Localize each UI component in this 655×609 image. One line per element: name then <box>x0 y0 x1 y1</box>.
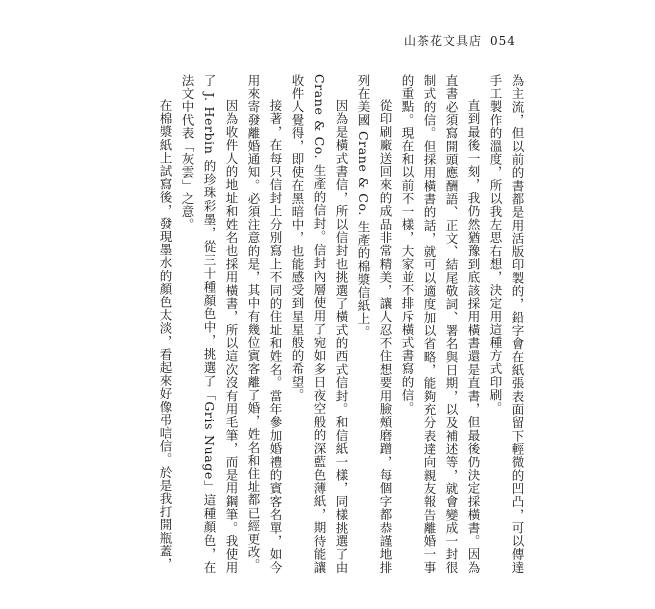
vertical-text-block <box>128 74 528 574</box>
page-number: 054 <box>490 34 516 48</box>
paragraph-3: 從印刷廠送回來的成品非常精美，讓人忍不住想要用臉頰磨蹭，每個字都恭謹地排列在美國 Crane & Co. 生產的棉漿信紙上。 <box>356 74 393 574</box>
paragraph-1: 為主流，但以前的書都是用活版印製的，鉛字會在紙張表面留下輕微的凹凸，可以傳達手工製作的溫度，所以我左思右想，決定用這種方式印刷。 <box>488 74 525 574</box>
paragraph-5: 接著，在每只信封上分別寫上不同的住址和姓名。當年參加婚禮的賓客名單，如今用來寄發離婚通知。必須注意的是，其中有幾位賓客離了婚，姓名和住址都已經更改。 <box>246 74 283 574</box>
paragraph-6: 因為收件人的地址和姓名也採用橫書，所以這次沒有用毛筆，而是用鋼筆。我使用了 J. Herbin 的珍珠彩墨，從三十種顏色中，挑選了「Gris Nuage」這種顏色，在法文中代表「灰雲」之意。 <box>180 74 239 574</box>
book-title: 山茶花文具店 <box>404 34 483 48</box>
running-header <box>404 34 528 48</box>
paragraph-2: 直到最後一刻，我仍然猶豫到底該採用橫書還是直書，但最後仍決定採橫書。因為直書必須寫開頭應酬語、正文、結尾敬詞、署名與日期，以及補述等，就會變成一封很制式的信。但採用橫書的話，就可以適度加以省略，能夠充分表達向親友報告離婚一事的重點。現在和以前不一樣，大家並不排斥橫式書寫的信。 <box>400 74 481 574</box>
paragraph-4: 因為是橫式書信，所以信封也挑選了橫式的西式信封。和信紙一樣，同樣挑選了由 Crane & Co. 生產的信封。信封內層使用了宛如多日夜空般的深藍色薄紙，期待能讓收件人覺得，即使在黑暗中，也能感受到星星般的希望。 <box>290 74 349 574</box>
paragraph-7: 在棉漿紙上試寫後，發現墨水的顏色太淡，看起來好像弔唁信。於是我打開瓶蓋， <box>158 99 173 571</box>
